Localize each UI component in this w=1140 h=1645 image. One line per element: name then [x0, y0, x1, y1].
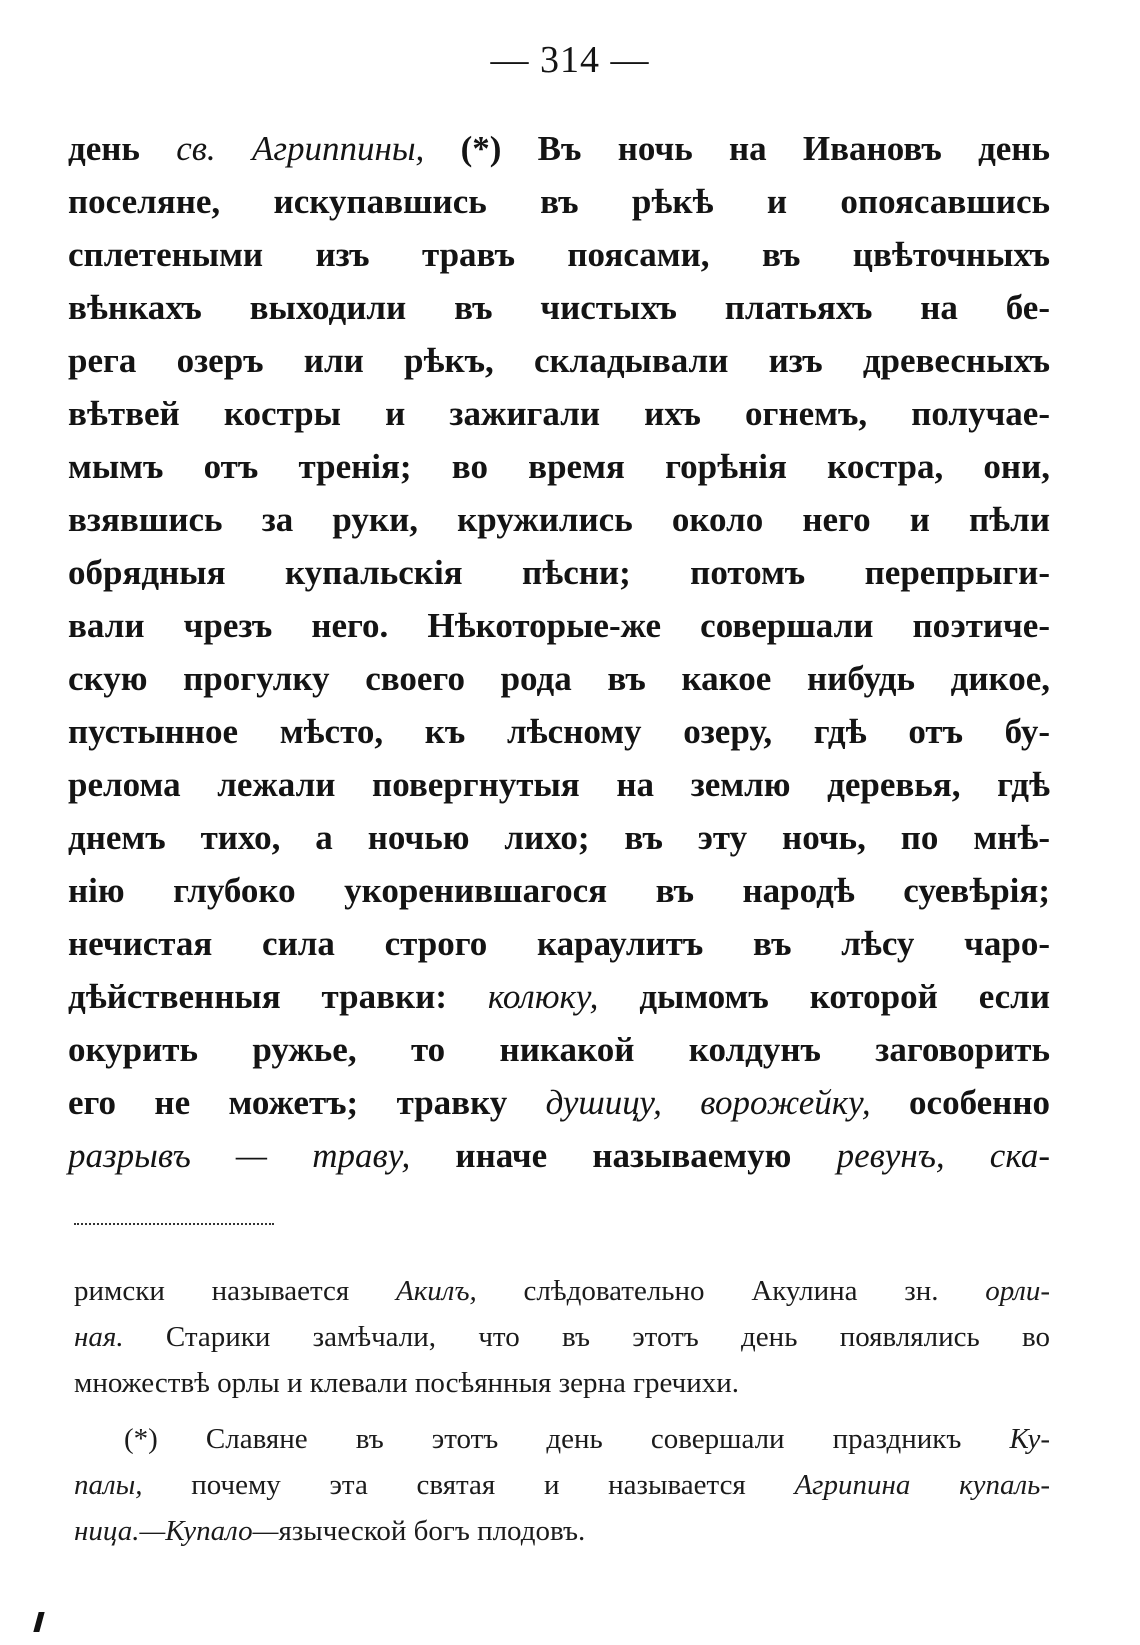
text-run: релома лежали повергнутыя на землю деревья, гдѣ — [68, 765, 1050, 804]
italic-text: палы, — [74, 1469, 143, 1501]
text-run: окурить ружье, то никакой колдунъ заговорить — [68, 1030, 1050, 1069]
text-run: слѣдовательно Акулина зн. — [476, 1275, 986, 1307]
footnote-line — [74, 1416, 1050, 1462]
text-line — [68, 440, 1050, 493]
text-run: пустынное мѣсто, къ лѣсному озеру, гдѣ отъ бу- — [68, 712, 1050, 751]
text-line — [68, 1076, 1050, 1129]
text-run: обрядныя купальскія пѣсни; потомъ перепрыги- — [68, 553, 1050, 592]
footnote-line — [74, 1508, 1050, 1554]
text-line — [68, 493, 1050, 546]
text-run: днемъ тихо, а ночью лихо; въ эту ночь, по мнѣ- — [68, 818, 1050, 857]
text-line — [68, 228, 1050, 281]
text-run: языческой богъ плодовъ. — [278, 1515, 586, 1547]
margin-ink-mark — [33, 1612, 44, 1632]
text-run: нечистая сила строго караулитъ въ лѣсу чаро- — [68, 924, 1050, 963]
italic-text: колюку, — [487, 977, 599, 1016]
text-run: сплетеными изъ травъ поясами, въ цвѣточныхъ — [68, 235, 1050, 274]
footnote-separator — [74, 1223, 274, 1225]
text-run: римски называется — [74, 1275, 397, 1307]
text-line — [68, 546, 1050, 599]
text-line — [68, 864, 1050, 917]
text-line — [68, 387, 1050, 440]
text-run: вѣнкахъ выходили въ чистыхъ платьяхъ на бе- — [68, 288, 1050, 327]
text-run: почему эта святая и называется — [142, 1469, 795, 1501]
main-text — [68, 122, 1050, 1182]
text-run: (*) Въ ночь на Ивановъ день — [424, 129, 1050, 168]
text-run: день — [68, 129, 177, 168]
text-line — [68, 1023, 1050, 1076]
text-line — [68, 122, 1050, 175]
italic-text: Агрипина купаль- — [794, 1469, 1051, 1501]
footnote-line — [74, 1360, 1050, 1406]
text-run: мымъ отъ тренія; во время горѣнія костра, они, — [68, 447, 1050, 486]
italic-text: Акилъ, — [396, 1275, 477, 1307]
text-run: поселяне, искупавшись въ рѣкѣ и опоясавшись — [68, 182, 1050, 221]
text-run: особенно — [870, 1083, 1050, 1122]
text-line — [68, 599, 1050, 652]
text-line — [68, 334, 1050, 387]
italic-text: разрывъ — траву, — [68, 1136, 411, 1175]
text-run: иначе называемую — [410, 1136, 837, 1175]
text-run: его не можетъ; травку — [68, 1083, 546, 1122]
italic-text: Ку- — [1009, 1423, 1050, 1455]
text-line — [68, 811, 1050, 864]
text-line — [68, 281, 1050, 334]
text-run: дѣйственныя травки: — [68, 977, 488, 1016]
page-number: — 314 — — [490, 39, 650, 81]
text-line — [68, 758, 1050, 811]
text-run: взявшись за руки, кружились около него и пѣли — [68, 500, 1050, 539]
text-run: вѣтвей костры и зажигали ихъ огнемъ, получае- — [68, 394, 1050, 433]
italic-text: орли- — [985, 1275, 1050, 1307]
italic-text: ная. — [74, 1321, 124, 1353]
text-line — [68, 705, 1050, 758]
text-run: вали чрезъ него. Нѣкоторые-же совершали поэтиче- — [68, 606, 1050, 645]
text-line — [68, 652, 1050, 705]
text-run: скую прогулку своего рода въ какое нибудь дикое, — [68, 659, 1050, 698]
footnotes — [74, 1268, 1050, 1554]
footnote-line — [74, 1268, 1050, 1314]
text-line — [68, 970, 1050, 1023]
text-line — [68, 917, 1050, 970]
italic-text: ница.—Купало— — [74, 1515, 279, 1547]
text-run: нію глубоко укоренившагося въ народѣ суевѣрія; — [68, 871, 1050, 910]
text-run: дымомъ которой если — [598, 977, 1050, 1016]
footnote-line — [74, 1314, 1050, 1360]
italic-text: ревунъ, ска- — [836, 1136, 1050, 1175]
text-run: рега озеръ или рѣкъ, складывали изъ древесныхъ — [68, 341, 1050, 380]
text-run: множествѣ орлы и клевали посѣянныя зерна гречихи. — [74, 1367, 740, 1399]
text-run: Старики замѣчали, что въ этотъ день появлялись во — [123, 1321, 1050, 1353]
footnote-line — [74, 1462, 1050, 1508]
text-run: (*) Славяне въ этотъ день совершали праздникъ — [124, 1423, 1010, 1455]
text-line — [68, 175, 1050, 228]
italic-text: душицу, ворожейку, — [545, 1083, 871, 1122]
text-line — [68, 1129, 1050, 1182]
italic-text: св. Агриппины, — [176, 129, 425, 168]
footnote-gap — [74, 1406, 1050, 1416]
